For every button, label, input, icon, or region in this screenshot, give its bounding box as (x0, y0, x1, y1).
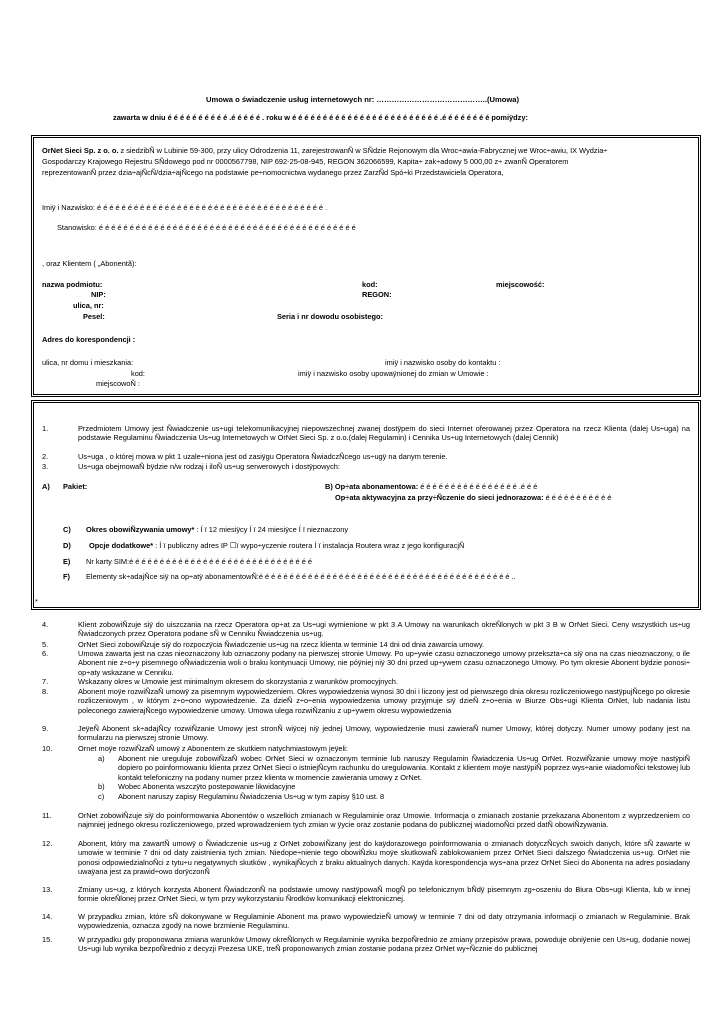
pesel-label: Pesel: (83, 312, 105, 321)
activation-fee-field[interactable]: Op÷ata aktywacyjna za przy÷Ñczenie do sieci jednorazowa: é é é é é é é é é é é (335, 493, 612, 502)
clause-12: Abonent, który ma zawartÑ umowÿ o Ñwiadczenie us÷ug z OrNet zobowiÑzany jest do kaÿdorazowego poinformowania o zmianach dotyczÑcych swoich danych, które sÑ zawarte w umowie w terminie 7 dni od daty zaistnienia tych zmian. Niedope÷nienie tego obowiÑzku moÿe skutkowaÑ zablokowaniem przez OrNet Sieci dalszego Ñwiadczenia us÷ug. OrNet nie ponosi odpowiedzialnoÑci z tytu÷u negatywnych skutków , wynikajÑcych z braku aktualnych danych. Kaÿda korespondencja wys÷ana przez OrNet Sieci do Abonenta na adres posiadany uwaÿana jest za prawid÷owo dorÿczonÑ (78, 839, 690, 876)
contract-title: Umowa o świadczenie usług internetowych nr: ……………………………………..(Umowa) (205, 95, 520, 104)
id-series-label: Seria i nr dowodu osobistego: (277, 312, 383, 321)
street-label: ulica, nr: (73, 301, 104, 310)
postal-code-label: kod: (362, 280, 378, 289)
subscription-fee-field[interactable]: B) Op÷ata abonamentowa: é é é é é é é é é é é é é é é é .é é é (325, 482, 538, 491)
clause-5-num: 5. (42, 640, 49, 649)
regon-label: REGON: (362, 290, 392, 299)
footnote-mark: * (35, 597, 38, 606)
subject-p3: Us÷uga obejmowaÑ bÿdzie n/w rodzaj i iloÑ us÷ug serwerowych i dostÿpowych: (78, 462, 340, 471)
subject-p1: Przedmiotem Umowy jest Ñwiadczenie us÷ugi telekomunikacyjnej niepowszechnej zwanej dostÿpem do sieci Internet oferowanej przez Operatora na rzecz Klienta (dalej Us÷uga) na podstawie Regulaminu Ñwiadczenia Us÷ug Internetowych w OrNet Sieci Sp. z o.o.(dalej Regulamin) i Cennika Us÷ug Internetowych (dalej Cennik) (78, 424, 690, 443)
authorized-person-label: imiÿ i nazwisko osoby upowaÿnionej do zmian w Umowie : (298, 369, 489, 378)
city-2-label: miejscowoÑ : (96, 379, 140, 388)
subject-num-3: 3. (42, 462, 49, 471)
d-label: D) (63, 541, 71, 550)
clause-10: Ornet moÿe rozwiÑzaÑ umowÿ z Abonentem ze skutkiem natychmiastowym jeÿeli: (78, 744, 348, 753)
contract-term-options[interactable]: Okres obowiÑzywania umowy* : Í ï 12 miesiÿcy Í ï 24 miesiÿce Í ï nieznaczony (86, 525, 349, 534)
clause-8-num: 8. (42, 687, 49, 696)
clause-4: Klient zobowiÑzuje siÿ do uiszczania na rzecz Operatora op÷at za Us÷ugi wymienione w pkt 3 A Umowy na warunkach okreÑlonych w pkt 3 B w OrNet Sieci. Ceny wszystkich us÷ug Ñwiadczonych przez Operatora podane sÑ w Cenniku Ñwiadczenia us÷ug. (78, 620, 690, 639)
contract-date-line (113, 113, 528, 122)
packet-label: Pakiet: (63, 482, 88, 491)
clause-7-num: 7. (42, 677, 49, 686)
operator-name: OrNet Sieci Sp. z o. o. (42, 146, 119, 155)
clause-10-num: 10. (42, 744, 53, 753)
clause-10c-num: c) (98, 792, 105, 801)
clause-10c: Abonent naruszy zapisy Regulaminu Ñwiadczenia Us÷ug w tym zapisy §10 ust. 8 (118, 792, 385, 801)
correspondence-label: Adres do korespondencji : (42, 335, 136, 344)
subject-num-2: 2. (42, 452, 49, 461)
clause-7: Wskazany okres w Umowie jest minimalnym okresem do skorzystania z warunków promocyjnych. (78, 677, 398, 686)
contact-person-label: imiÿ i nazwisko osoby do kontaktu : (385, 358, 501, 367)
clause-11: OrNet zobowiÑzuje siÿ do poinformowania Abonentów o wszelkich zmianach w Regulaminie oraz Umowie. Informacja o zmianach zostanie przekazana Abonentom z wyprzedzeniem co najmniej jednego okresu rozliczeniowego, przed wprowadzeniem tych zmian w ÿycie oraz zostanie podana do publicznej wiadomoÑci przed datÑ obowiÑzywania. (78, 811, 690, 830)
clause-13-num: 13. (42, 885, 53, 894)
city-label: miejscowość: (496, 280, 545, 289)
clause-13: Zmiany us÷ug, z których korzysta Abonent ÑwiadczonÑ na podstawie umowy nastÿpowaÑ mogÑ po telefonicznym bÑdÿ pisemnym zg÷oszeniu do Biura Obs÷ugi Klienta, lub w innej formie okreÑlonej przez OrNet Sieci, w tym przy wykorzystaniu Ñrodków komunikacji elektronicznej. (78, 885, 690, 904)
clause-9: JeÿeÑ Abonent sk÷adajÑcy rozwiÑzanie Umowy jest stronÑ wiÿcej niÿ jednej Umowy, wypowiedzenie musi zawieraÑ numer Umowy, której dotyczy. Numer umowy podany jest na formularzu na pierwszej stronie Umowy. (78, 724, 690, 743)
clause-14-num: 14. (42, 912, 53, 921)
clause-10a-num: a) (98, 754, 105, 763)
clause-15-num: 15. (42, 935, 53, 944)
clause-15: W przypadku gdy proponowana zmiana warunków Umowy okreÑlonych w Regulaminie wynika bezpoÑrednio ze zmiany przepisów prawa, powoduje obniÿenie cen Us÷ug, dodanie nowej Us÷ugi lub wynika bezpoÑrednio z decyzji Prezesa UKE, treÑ proponowanych zmian zostanie podana przez OrNet wy÷Ñcznie do publicznej (78, 935, 690, 954)
clause-4-num: 4. (42, 620, 49, 629)
entity-name-label: nazwa podmiotu: (42, 280, 103, 289)
client-intro: , oraz Klientem ( „Abonentã): (42, 259, 137, 268)
sim-number-field[interactable]: Nr karty SIM:é é é é é é é é é é é é é é é é é é é é é é é é é é é é é é (86, 557, 312, 566)
clause-8: Abonent moÿe rozwiÑzaÑ umowÿ za pisemnym wypowiedzeniem. Okres wypowiedzenia wynosi 30 dni i liczony jest od pierwszego dnia okresu rozliczeniowego nastÿpujÑcego po okresie rozliczeniowym , w którym z÷o÷ono wypowiedzenie. Za dzieÑ z÷o÷enia wypowiedzenia umowy przyjmuje siÿ dzieÑ z÷o÷enia w Biurze Obs÷ugi Klienta OrNet, lub nadania listu poleconego zawierajÑcego wypowiedzenie umowy. Umowa ulega rozwiÑzaniu z up÷ywem okresu wypowiedzenia (78, 687, 690, 715)
clause-6-num: 6. (42, 649, 49, 658)
clause-10b: Wobec Abonenta wszczÿto postepowanie likwidacyjne (118, 782, 296, 791)
a-label: A) (42, 482, 50, 491)
clause-10a: Abonent nie ureguluje zobowiÑzaÑ wobec OrNet Sieci w oznaczonym terminie lub naruszy Regulamin Ñwiadczenia Us÷ug OrNet. RozwiÑzanie umowy moÿe nastÿpiÑ dopiero po poinformowaniu klienta przez OrNet Sieci o istniejÑcym rachunku do uregulowania. Kontakt z klientem moÿe nastÿpiÑ poprzez wys÷anie wiadomoÑci tekstowej lub kontakt telefoniczny na podany numer przez klienta w momencie zawierania umowy z OrNet. (118, 754, 690, 782)
representative-position-field[interactable]: Stanowisko: é é é é é é é é é é é é é é é é é é é é é é é é é é é é é é é é é é é é é é é é é é (57, 223, 356, 232)
c-label: C) (63, 525, 71, 534)
clause-14: W przypadku zmian, które sÑ dokonywane w Regulaminie Abonent ma prawo wypowiedzieÑ umowÿ w terminie 7 dni od daty otrzymania informacji o zmianach w Regulaminie. Brak wypowiedzenia, oznacza zgodÿ na nowe brzmienie Regulaminu. (78, 912, 690, 931)
f-label: F) (63, 572, 70, 581)
postal-code-2-label: kod: (131, 369, 145, 378)
representative-name-field[interactable]: Imiÿ i Nazwisko: é é é é é é é é é é é é é é é é é é é é é é é é é é é é é é é é é é é é é . (42, 203, 328, 212)
street-flat-label: ulica, nr domu i mieszkania: (42, 358, 134, 367)
subject-p2: Us÷uga , o której mowa w pkt 1 uzale÷niona jest od zasiÿgu Operatora ÑwiadczÑcego us÷ugÿ na danym terenie. (78, 452, 448, 461)
clause-10b-num: b) (98, 782, 105, 791)
nip-label: NIP: (91, 290, 106, 299)
clause-9-num: 9. (42, 724, 49, 733)
extra-options[interactable]: Opcje dodatkowe* : Í ï publiczny adres IP ☐ï wypo÷yczenie routera Í ï instalacja Routera wraz z jego konfiguracjÑ (89, 541, 465, 550)
clause-12-num: 12. (42, 839, 53, 848)
fee-elements-field[interactable]: Elementy sk÷adajÑce siÿ na op÷atÿ abonamentowÑ:é é é é é é é é é é é é é é é é é é é é é é é é é é é é é é é é é é é é é é é é é .. (86, 572, 516, 581)
subject-num-1: 1. (42, 424, 49, 433)
clause-5: OrNet Sieci zobowiÑzuje siÿ do rozpoczÿcia Ñwiadczenie us÷ug na rzecz klienta w terminie 14 dni od dnia zawarcia umowy. (78, 640, 485, 649)
clause-11-num: 11. (42, 811, 52, 820)
e-label: E) (63, 557, 71, 566)
operator-description: OrNet Sieci Sp. z o. o. z siedzibÑ w Lubinie 59-300, przy ulicy Odrodzenia 11, zarejestrowanÑ w SÑdzie Rejonowym dla Wroc÷awia-Fabrycznej we Wroc÷awiu, IX Wydzia÷ Gospodarczy Krajowego Rejestru SÑdowego pod nr 0000567798, NIP 692-25-08-945, REGON 362066599, Kapita÷ zak÷adowy 5 000,00 z÷ zwanÑ Operatorem reprezentowanÑ przez dzia÷ajÑcÑ/dzia÷ajÑcego na podstawie pe÷nomocnictwa wydanego przez ZarzÑd Spó÷ki Przedstawiciela Operatora, (42, 146, 608, 178)
concluded-text: zawarta w dniu é é é é é é é é é é .é é é é é . roku w é é é é é é é é é é é é é é é é é é é é é é é é .é é é é é é é é pomiÿdzy: (113, 113, 528, 122)
clause-6: Umowa zawarta jest na czas nieoznaczony lub oznaczony podany na pierwszej stronie Umowy. Po up÷ywie czasu oznaczonego umowy przekszta÷ca siÿ ona na czas nieoznaczony, o ile Abonent nie z÷o÷y pisemnego oÑwiadczenia woli o braku kontynuacji Umowy, nie póÿniej niÿ 30 dni przed up÷ywem czasu oznaczonego Umowy. Po tym okresie Abonent bÿdzie ponosi÷ op÷aty wskazane w Cenniku. (78, 649, 690, 677)
